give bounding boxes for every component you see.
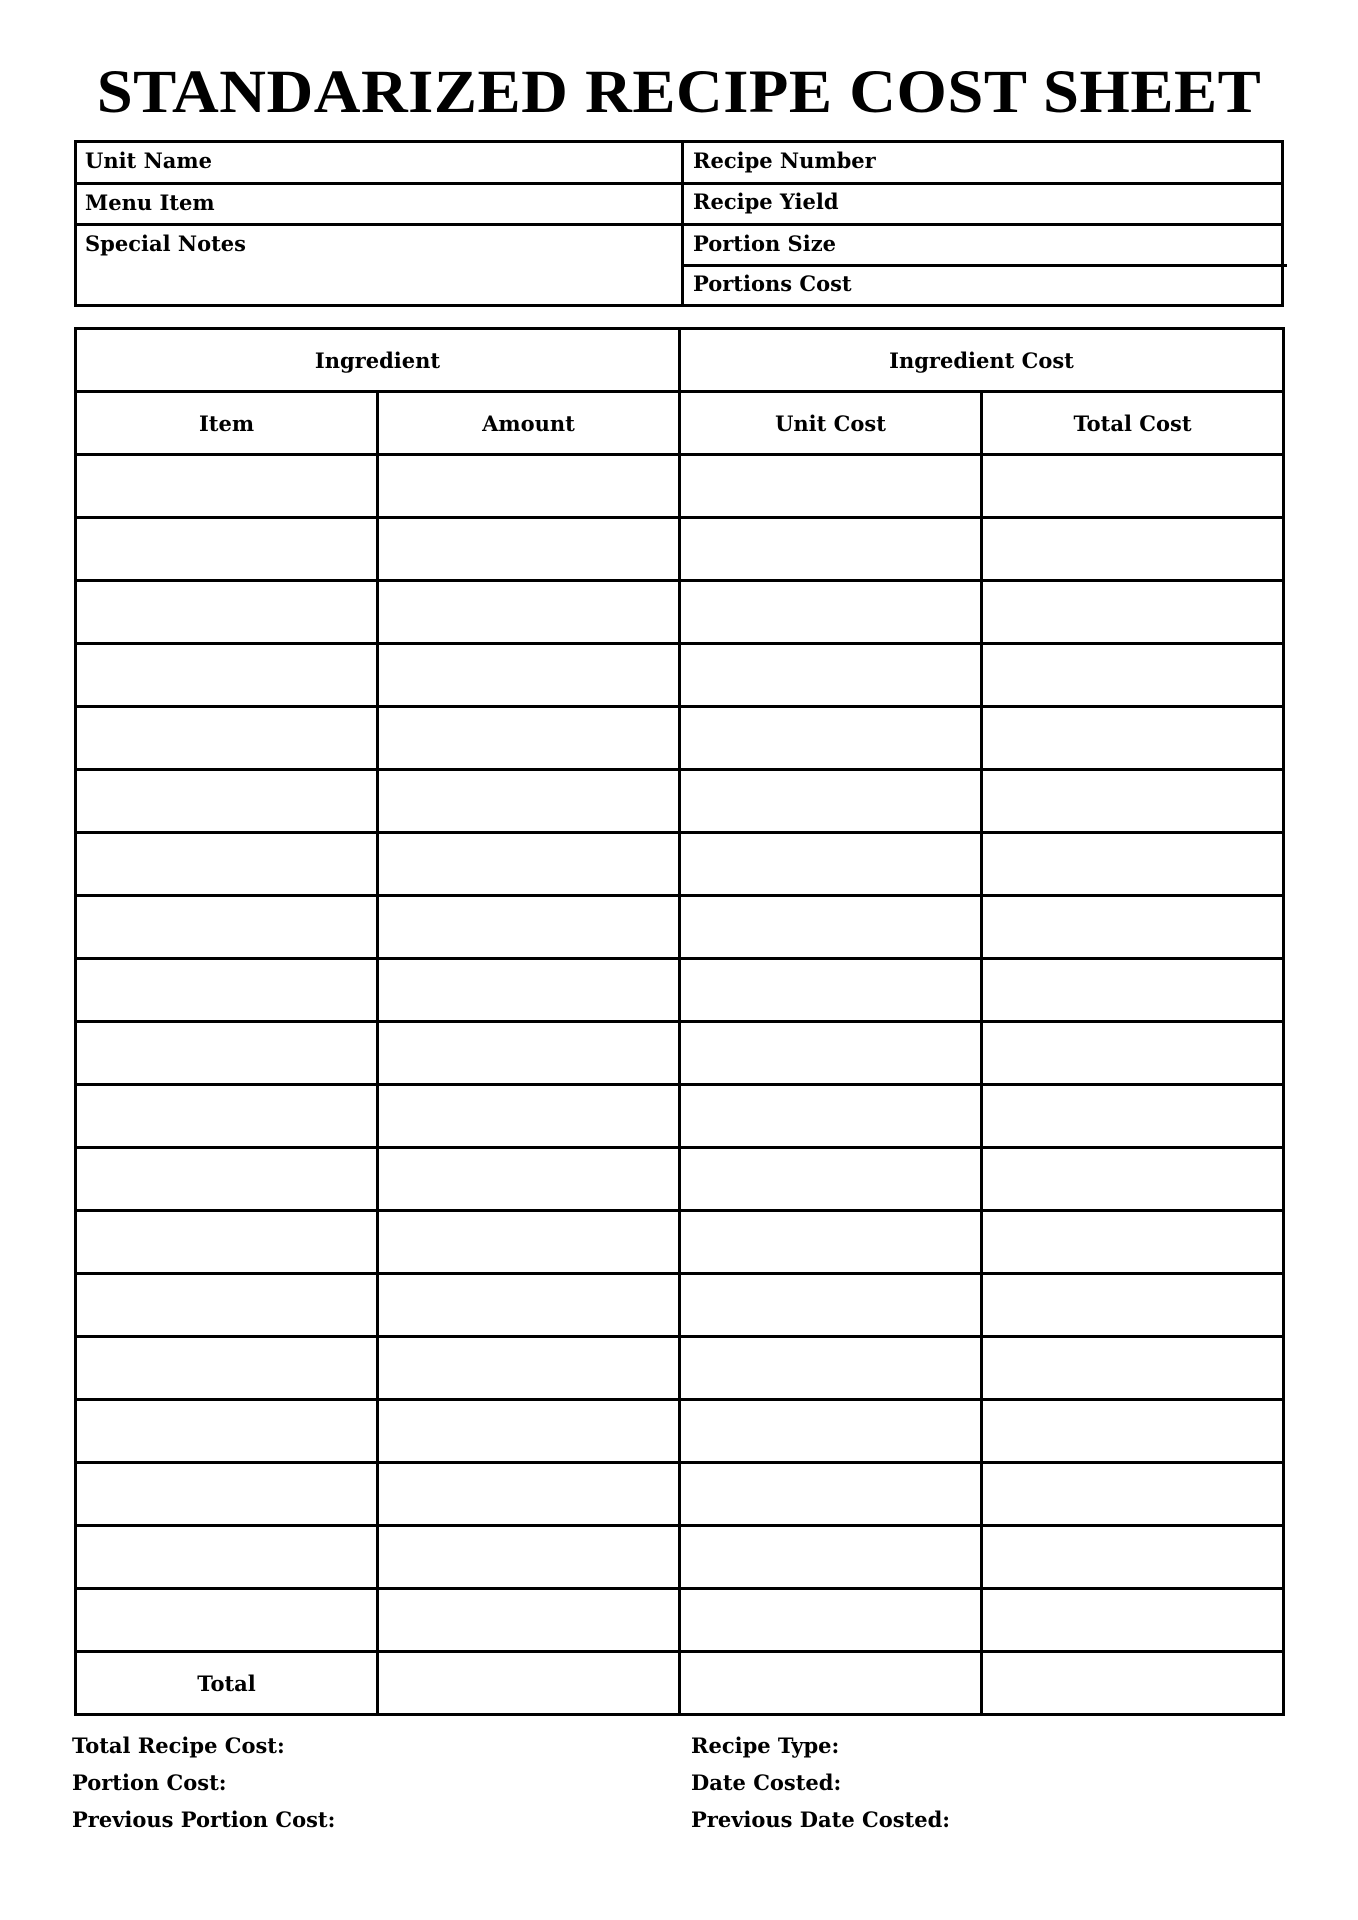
amount-cell[interactable] [378, 1526, 680, 1589]
unit-cost-cell[interactable] [680, 707, 982, 770]
total-cost-cell[interactable] [982, 1652, 1284, 1715]
total-cost-cell[interactable] [982, 770, 1284, 833]
amount-cell[interactable] [378, 581, 680, 644]
page-title: STANDARIZED RECIPE COST SHEET [96, 59, 1262, 126]
table-row [76, 1400, 1284, 1463]
table-row [76, 707, 1284, 770]
column-header-amount: Amount [378, 392, 680, 455]
unit-cost-cell[interactable] [680, 1589, 982, 1652]
total-row-label: Total [76, 1652, 378, 1715]
total-cost-cell[interactable] [982, 1085, 1284, 1148]
item-cell[interactable] [76, 1463, 378, 1526]
total-cost-cell[interactable] [982, 1526, 1284, 1589]
amount-cell[interactable] [378, 644, 680, 707]
total-cost-cell[interactable] [982, 518, 1284, 581]
item-cell[interactable] [76, 959, 378, 1022]
total-cost-cell[interactable] [982, 581, 1284, 644]
item-cell[interactable] [76, 518, 378, 581]
total-cost-cell[interactable] [982, 1274, 1284, 1337]
ingredient-cost-table [74, 327, 1285, 1716]
info-divider [77, 223, 1281, 226]
unit-cost-cell[interactable] [680, 581, 982, 644]
unit-cost-cell[interactable] [680, 1526, 982, 1589]
unit-cost-cell[interactable] [680, 1148, 982, 1211]
unit-cost-cell[interactable] [680, 833, 982, 896]
table-row [76, 455, 1284, 518]
item-cell[interactable] [76, 1211, 378, 1274]
ingredient-group-header: Ingredient [76, 329, 680, 392]
amount-cell[interactable] [378, 770, 680, 833]
unit-cost-cell[interactable] [680, 896, 982, 959]
amount-cell[interactable] [378, 1400, 680, 1463]
item-cell[interactable] [76, 833, 378, 896]
column-header-item: Item [76, 392, 378, 455]
menu-item-field[interactable]: Menu Item [85, 190, 215, 215]
total-cost-cell[interactable] [982, 1148, 1284, 1211]
table-row [76, 1022, 1284, 1085]
amount-cell[interactable] [378, 707, 680, 770]
portion-cost-label: Portion Cost: [72, 1770, 227, 1795]
amount-cell[interactable] [378, 1463, 680, 1526]
table-row [76, 1463, 1284, 1526]
unit-cost-cell[interactable] [680, 1274, 982, 1337]
unit-cost-cell[interactable] [680, 644, 982, 707]
item-cell[interactable] [76, 1085, 378, 1148]
amount-cell[interactable] [378, 1211, 680, 1274]
table-row [76, 770, 1284, 833]
table-row [76, 1211, 1284, 1274]
total-cost-cell[interactable] [982, 833, 1284, 896]
amount-cell[interactable] [378, 518, 680, 581]
portion-size-field[interactable]: Portion Size [693, 231, 836, 256]
table-row [76, 581, 1284, 644]
total-cost-cell[interactable] [982, 1022, 1284, 1085]
recipe-type-label: Recipe Type: [691, 1733, 840, 1758]
unit-cost-cell[interactable] [680, 1211, 982, 1274]
total-cost-cell[interactable] [982, 455, 1284, 518]
item-cell[interactable] [76, 1526, 378, 1589]
item-cell[interactable] [76, 1589, 378, 1652]
ingredient-rows [76, 455, 1284, 1652]
table-row [76, 1274, 1284, 1337]
item-cell[interactable] [76, 1274, 378, 1337]
amount-cell[interactable] [378, 1274, 680, 1337]
total-amount-cell[interactable] [378, 1652, 680, 1715]
table-row [76, 896, 1284, 959]
item-cell[interactable] [76, 1148, 378, 1211]
total-recipe-cost-label: Total Recipe Cost: [72, 1733, 285, 1758]
amount-cell[interactable] [378, 455, 680, 518]
item-cell[interactable] [76, 581, 378, 644]
unit-cost-cell[interactable] [680, 1337, 982, 1400]
unit-cost-cell[interactable] [680, 455, 982, 518]
table-row [76, 1337, 1284, 1400]
amount-cell[interactable] [378, 896, 680, 959]
table-row [76, 833, 1284, 896]
amount-cell[interactable] [378, 1337, 680, 1400]
unit-cost-cell[interactable] [680, 1400, 982, 1463]
total-cost-cell[interactable] [982, 1337, 1284, 1400]
total-cost-cell[interactable] [982, 644, 1284, 707]
recipe-info-box [74, 140, 1284, 307]
ingredient-cost-group-header: Ingredient Cost [680, 329, 1284, 392]
amount-cell[interactable] [378, 959, 680, 1022]
total-cost-cell[interactable] [982, 1463, 1284, 1526]
special-notes-field[interactable]: Special Notes [85, 231, 246, 256]
table-row [76, 959, 1284, 1022]
unit-name-field[interactable]: Unit Name [85, 148, 212, 173]
item-cell[interactable] [76, 707, 378, 770]
total-cost-cell[interactable] [982, 896, 1284, 959]
portions-cost-field[interactable]: Portions Cost [693, 271, 852, 296]
item-cell[interactable] [76, 455, 378, 518]
unit-cost-cell[interactable] [680, 1085, 982, 1148]
amount-cell[interactable] [378, 1148, 680, 1211]
previous-portion-cost-label: Previous Portion Cost: [72, 1807, 336, 1832]
item-cell[interactable] [76, 770, 378, 833]
recipe-yield-field[interactable]: Recipe Yield [693, 189, 839, 214]
recipe-number-field[interactable]: Recipe Number [693, 148, 876, 173]
unit-cost-cell[interactable] [680, 1463, 982, 1526]
unit-cost-cell[interactable] [680, 770, 982, 833]
unit-cost-cell[interactable] [680, 1022, 982, 1085]
item-cell[interactable] [76, 1337, 378, 1400]
total-cost-cell[interactable] [982, 1400, 1284, 1463]
amount-cell[interactable] [378, 1022, 680, 1085]
unit-cost-cell[interactable] [680, 959, 982, 1022]
amount-cell[interactable] [378, 833, 680, 896]
item-cell[interactable] [76, 644, 378, 707]
info-divider [681, 264, 1287, 267]
info-divider [77, 182, 1281, 185]
table-row [76, 1589, 1284, 1652]
table-row [76, 644, 1284, 707]
total-cost-cell[interactable] [982, 707, 1284, 770]
total-cost-cell[interactable] [982, 1589, 1284, 1652]
table-row [76, 1085, 1284, 1148]
amount-cell[interactable] [378, 1589, 680, 1652]
table-row [76, 1526, 1284, 1589]
column-header-unit-cost: Unit Cost [680, 392, 982, 455]
total-unit-cost-cell[interactable] [680, 1652, 982, 1715]
amount-cell[interactable] [378, 1085, 680, 1148]
item-cell[interactable] [76, 1400, 378, 1463]
item-cell[interactable] [76, 1022, 378, 1085]
total-cost-cell[interactable] [982, 959, 1284, 1022]
total-cost-cell[interactable] [982, 1211, 1284, 1274]
unit-cost-cell[interactable] [680, 518, 982, 581]
date-costed-label: Date Costed: [691, 1770, 842, 1795]
column-header-total-cost: Total Cost [982, 392, 1284, 455]
table-row [76, 1148, 1284, 1211]
previous-date-costed-label: Previous Date Costed: [691, 1807, 951, 1832]
table-row [76, 518, 1284, 581]
item-cell[interactable] [76, 896, 378, 959]
